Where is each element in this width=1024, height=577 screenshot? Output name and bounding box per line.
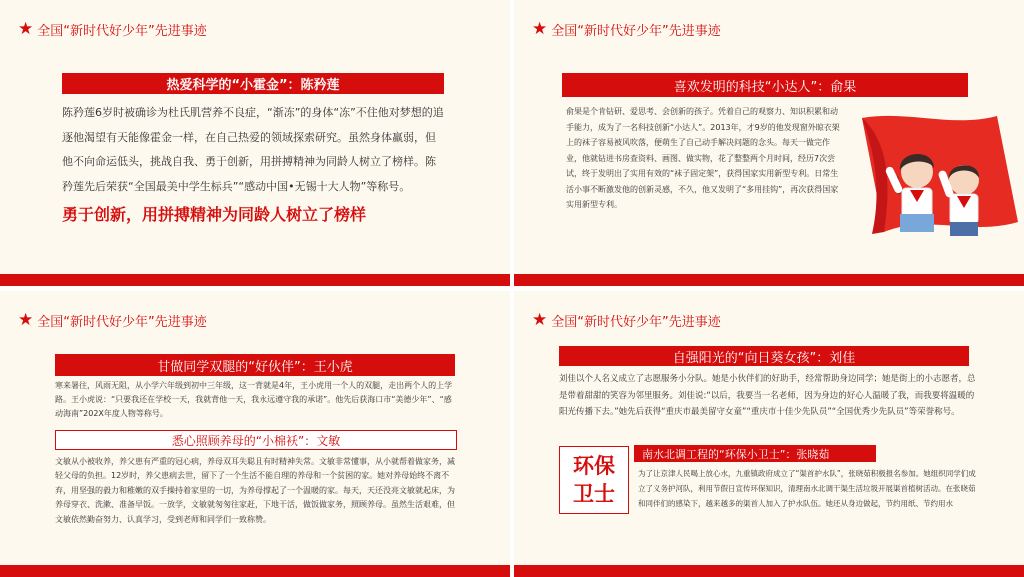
star-icon: ★: [18, 19, 34, 39]
header-text: 全国“新时代好少年”先进事迹: [551, 315, 721, 330]
bottom-bar: [0, 274, 510, 286]
highlight-quote: 勇于创新，用拼搏精神为同龄人树立了榜样: [62, 205, 367, 224]
slide-header: [532, 20, 721, 39]
slide-title-bar: 热爱科学的“小霍金”：陈矜莲: [62, 73, 444, 94]
subtitle-bar: 悉心照顾养母的“小棉袄”：文敏: [55, 430, 457, 450]
eco-guardian-logo: [559, 446, 629, 514]
body-paragraph: 俞果是个肯钻研、爱思考、会创新的孩子。凭着自己的观察力、知识积累和动手能力，成为了一名科技创新“小达人”。2013年，才9岁的他发现窗外晾衣架上的袜子容易被风吹落，便萌生了自己动手解决问题的念头。每天一做完作业，他就钻进书房查资料、画图、做实物，花了整整两个月时间，经历7次尝试，终于发明出了实用有效的“袜子固定架”，获得国家实用新型专利。日常生活小事不断激发他的创新灵感，不久，他又发明了“多用挂钩”，再次获得国家实用新型专利。: [566, 107, 840, 209]
bottom-bar: [514, 565, 1024, 577]
body-paragraph: 寒来暑往，风雨无阻，从小学六年级到初中三年级，这一背就是4年，王小虎用一个人的双腿，走出两个人的上学路。王小虎说：“只要我还在学校一天，我就背他一天，我永远遵守我的承诺”。他先后获海口市“美德少年”、“感动海南”202X年度人物等称号。: [55, 381, 453, 418]
body-paragraph: 文敏从小被收养，养父患有严重的冠心病，养母双耳失聪且有时精神失常。文敏非常懂事，从小就帮着做家务，减轻父母的负担。12岁时，养父患病去世，留下了一个生活不能自理的养母和一个贫困的家。她对养母始终不离不弃，用坚强的毅力和稚嫩的双手操持着家里的一切，为养母撑起了一个温暖的家。每天，天还没亮文敏就起床，为养母穿衣、洗漱、准备早饭。一放学，文敏就匆匆往家赶，下地干活，做饭做家务，照顾养母。虽然生活艰难，但文敏依然勤奋努力、认真学习，受到老师和同学们一致称赞。: [55, 457, 455, 524]
header-text: 全国“新时代好少年”先进事迹: [37, 24, 207, 39]
body-paragraph: 刘佳以个人名义成立了志愿服务小分队。她是小伙伴们的好助手，经常帮助身边同学；她是街上的小志愿者，总是带着甜甜的笑容为邻里服务。刘佳说:“以后，我要当一名老师，因为身边的好心人温暖了我，而我要将温暖的阳光传播下去。”她先后获得“重庆市最美留守女童”“重庆市十佳少先队员”“全国优秀少先队员”等荣誉称号。: [559, 374, 976, 417]
header-text: 全国“新时代好少年”先进事迹: [551, 24, 721, 39]
logo-text: 卫士: [573, 482, 615, 506]
young-pioneers-illustration: [832, 110, 1022, 250]
logo-text: 环保: [573, 454, 615, 478]
slide-header: [532, 311, 721, 330]
slide-header: [18, 311, 207, 330]
body-paragraph: 陈矜莲6岁时被确诊为杜氏肌营养不良症，“渐冻”的身体“冻”不住他对梦想的追逐他渴望有天能像霍金一样，在自己热爱的领域探索研究。虽然身体羸弱，但他不向命运低头，挑战自我、勇于创新，用拼搏精神为同龄人树立了榜样。陈矜莲先后荣获“全国最美中学生标兵”“感动中国•无锡十大人物”等称号。: [62, 106, 444, 193]
slide-title-bar: 自强阳光的“向日葵女孩”：刘佳: [559, 346, 969, 366]
body-paragraph: 为了让京津人民喝上放心水，九重镇政府成立了“渠首护水队”，张晓茹积极报名参加。她组织同学们成立了义务护河队，利用节假日宣传环保知识，清理南水北调干渠生活垃圾开展渠首植树活动。在张晓茹和同伴们的感染下，越来越多的渠首人加入了护水队伍。她还从身边做起，节约用纸、节约用水: [638, 469, 976, 508]
subtitle-bar: 南水北调工程的“环保小卫士”：张晓茹: [634, 445, 876, 462]
slide-title-bar: 喜欢发明的科技“小达人”：俞果: [562, 73, 968, 97]
slide-2[interactable]: [514, 0, 1024, 286]
slide-3[interactable]: [0, 291, 510, 577]
bottom-bar: [0, 565, 510, 577]
star-icon: ★: [18, 310, 34, 330]
bottom-bar: [514, 274, 1024, 286]
slide-header: [18, 20, 207, 39]
slide-1[interactable]: [0, 0, 510, 286]
header-text: 全国“新时代好少年”先进事迹: [37, 315, 207, 330]
slide-4[interactable]: [514, 291, 1024, 577]
star-icon: ★: [532, 310, 548, 330]
slide-title-bar: 甘做同学双腿的“好伙伴”：王小虎: [55, 354, 455, 376]
star-icon: ★: [532, 19, 548, 39]
